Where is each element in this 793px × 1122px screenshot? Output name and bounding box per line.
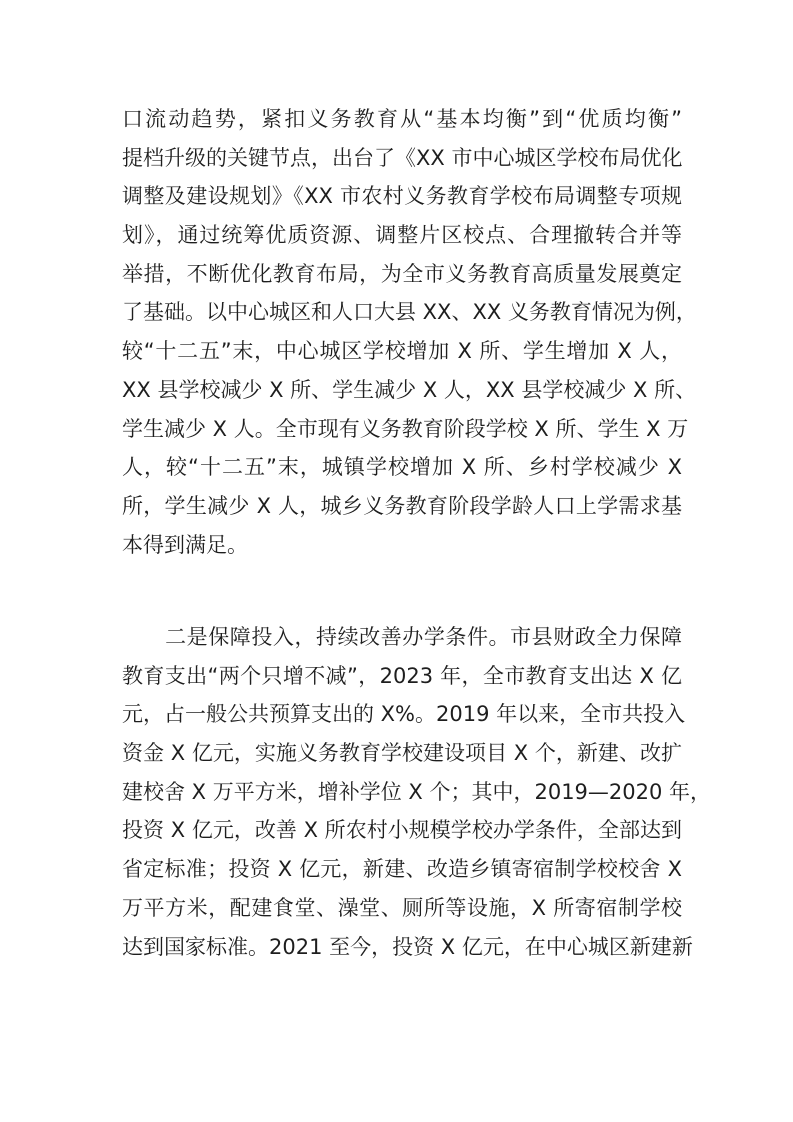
text-line: 资金 X 亿元，实施义务教育学校建设项目 X 个，新建、改扩 bbox=[122, 741, 682, 766]
text-line: 举措，不断优化教育布局，为全市义务教育高质量发展奠定 bbox=[122, 261, 682, 286]
text-line: 较“十二五”末，中心城区学校增加 X 所、学生增加 X 人， bbox=[122, 339, 682, 364]
text-line: 投资 X 亿元，改善 X 所农村小规模学校办学条件，全部达到 bbox=[122, 818, 682, 843]
text-line: 二是保障投入，持续改善办学条件。市县财政全力保障 bbox=[122, 625, 682, 649]
text-line: 元，占一般公共预算支出的 X%。2019 年以来，全市共投入 bbox=[122, 702, 686, 727]
text-line: 人，较“十二五”末，城镇学校增加 X 所、乡村学校减少 X bbox=[122, 455, 682, 480]
text-line: 本得到满足。 bbox=[122, 532, 248, 557]
paragraph-layout-adjustment bbox=[122, 100, 697, 564]
text-line: 口流动趋势，紧扣义务教育从“基本均衡”到“优质均衡” bbox=[122, 107, 682, 131]
text-line: XX 县学校减少 X 所、学生减少 X 人，XX 县学校减少 X 所、 bbox=[122, 377, 697, 402]
text-line: 调整及建设规划》《XX 市农村义务教育学校布局调整专项规 bbox=[122, 184, 682, 209]
text-line: 了基础。以中心城区和人口大县 XX、XX 义务教育情况为例， bbox=[122, 300, 697, 325]
text-line: 教育支出“两个只增不减”，2023 年，全市教育支出达 X 亿 bbox=[122, 663, 682, 688]
text-line: 建校舍 X 万平方米，增补学位 X 个；其中，2019—2020 年， bbox=[122, 779, 712, 804]
text-line: 达到国家标准。2021 至今，投资 X 亿元，在中心城区新建新 bbox=[122, 934, 693, 959]
paragraph-investment bbox=[122, 618, 712, 966]
text-line: 划》，通过统筹优质资源、调整片区校点、合理撤转合并等 bbox=[122, 223, 682, 248]
text-line: 学生减少 X 人。全市现有义务教育阶段学校 X 所、学生 X 万 bbox=[122, 416, 689, 441]
text-line: 万平方米，配建食堂、澡堂、厕所等设施，X 所寄宿制学校 bbox=[122, 895, 682, 920]
text-line: 省定标准；投资 X 亿元，新建、改造乡镇寄宿制学校校舍 X bbox=[122, 857, 682, 882]
text-line: 提档升级的关键节点，出台了《XX 市中心城区学校布局优化 bbox=[122, 145, 683, 170]
text-line: 所，学生减少 X 人，城乡义务教育阶段学龄人口上学需求基 bbox=[122, 493, 682, 518]
